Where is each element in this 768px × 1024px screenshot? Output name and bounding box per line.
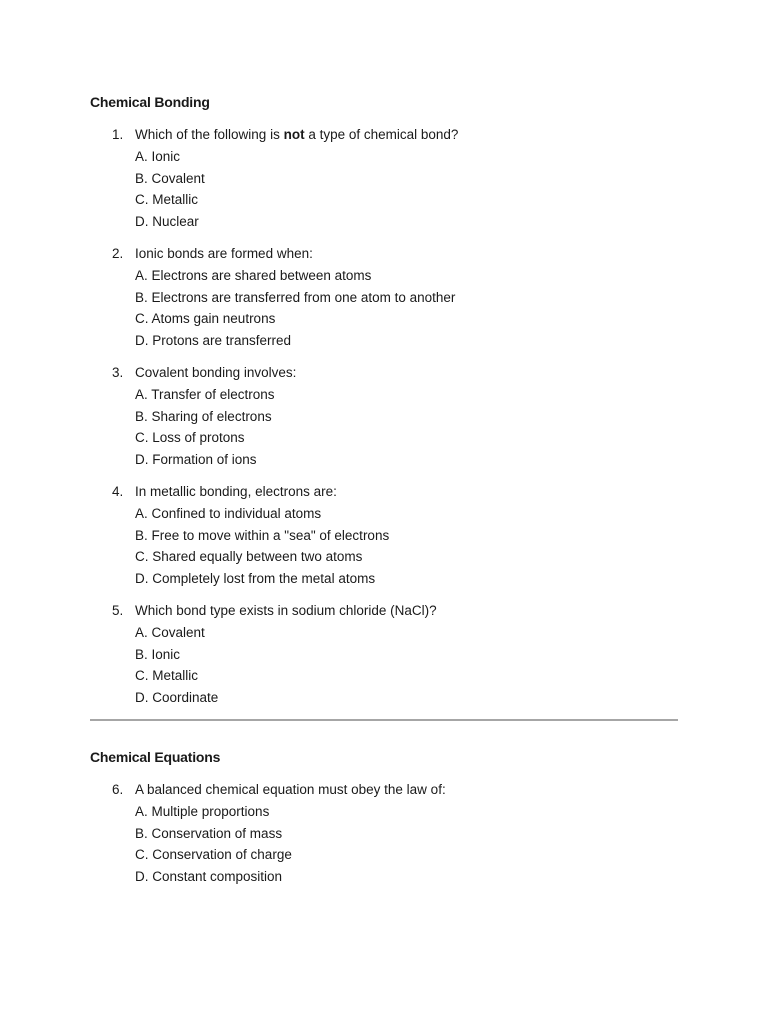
question-2 (90, 243, 678, 352)
option-b: B. Ionic (135, 646, 181, 662)
question-3 (90, 362, 678, 471)
section-title: Chemical Equations (90, 748, 221, 765)
option-a: A. Ionic (135, 148, 181, 164)
option-a: A. Electrons are shared between atoms (135, 267, 372, 283)
question-text-part: A balanced chemical equation must obey the law of: (135, 781, 446, 797)
option-d: D. Formation of ions (135, 452, 257, 468)
question-text-emphasis: not (283, 127, 305, 142)
question-1 (90, 124, 678, 233)
question-number: 5. (112, 602, 124, 618)
option-c: C. Shared equally between two atoms (135, 549, 363, 565)
option-b: B. Free to move within a "sea" of electrons (135, 527, 390, 543)
question-text (90, 779, 678, 801)
option-b: B. Electrons are transferred from one atom to another (135, 289, 456, 305)
option-d: D. Completely lost from the metal atoms (135, 571, 376, 587)
section-chemical-equations (90, 747, 678, 888)
question-6 (90, 779, 678, 888)
option-d: D. Nuclear (135, 214, 199, 230)
option-c: C. Conservation of charge (135, 847, 292, 863)
question-text-part: In metallic bonding, electrons are: (135, 483, 337, 499)
question-text-part: Ionic bonds are formed when: (135, 245, 313, 261)
option-b: B. Sharing of electrons (135, 408, 272, 424)
question-text (90, 124, 678, 146)
question-number: 1. (112, 127, 124, 142)
question-text-part: Covalent bonding involves: (135, 364, 297, 380)
question-text (90, 481, 678, 503)
option-c: C. Loss of protons (135, 430, 245, 446)
question-text-part: Which of the following is (135, 127, 284, 142)
question-text (90, 600, 678, 622)
question-number: 2. (112, 245, 124, 261)
section-title: Chemical Bonding (90, 94, 210, 110)
question-text-part: a type of chemical bond? (304, 127, 459, 142)
question-5 (90, 600, 678, 709)
question-text (90, 243, 678, 265)
option-a: A. Transfer of electrons (135, 386, 275, 402)
option-a: A. Confined to individual atoms (135, 505, 322, 521)
section-chemical-bonding (90, 92, 678, 709)
question-number: 3. (112, 364, 124, 380)
question-4 (90, 481, 678, 590)
option-c: C. Metallic (135, 192, 199, 208)
option-a: A. Multiple proportions (135, 803, 270, 819)
section-divider (90, 719, 678, 721)
option-a: A. Covalent (135, 624, 205, 640)
option-c: C. Atoms gain neutrons (135, 311, 276, 327)
option-d: D. Coordinate (135, 690, 219, 706)
worksheet (90, 92, 678, 898)
option-d: D. Protons are transferred (135, 333, 292, 349)
option-d: D. Constant composition (135, 869, 283, 885)
question-text (90, 362, 678, 384)
question-number: 6. (112, 781, 124, 797)
question-text-part: Which bond type exists in sodium chloride (NaCl)? (135, 602, 437, 618)
option-c: C. Metallic (135, 668, 199, 684)
option-b: B. Conservation of mass (135, 825, 283, 841)
option-b: B. Covalent (135, 170, 205, 186)
question-number: 4. (112, 483, 124, 499)
